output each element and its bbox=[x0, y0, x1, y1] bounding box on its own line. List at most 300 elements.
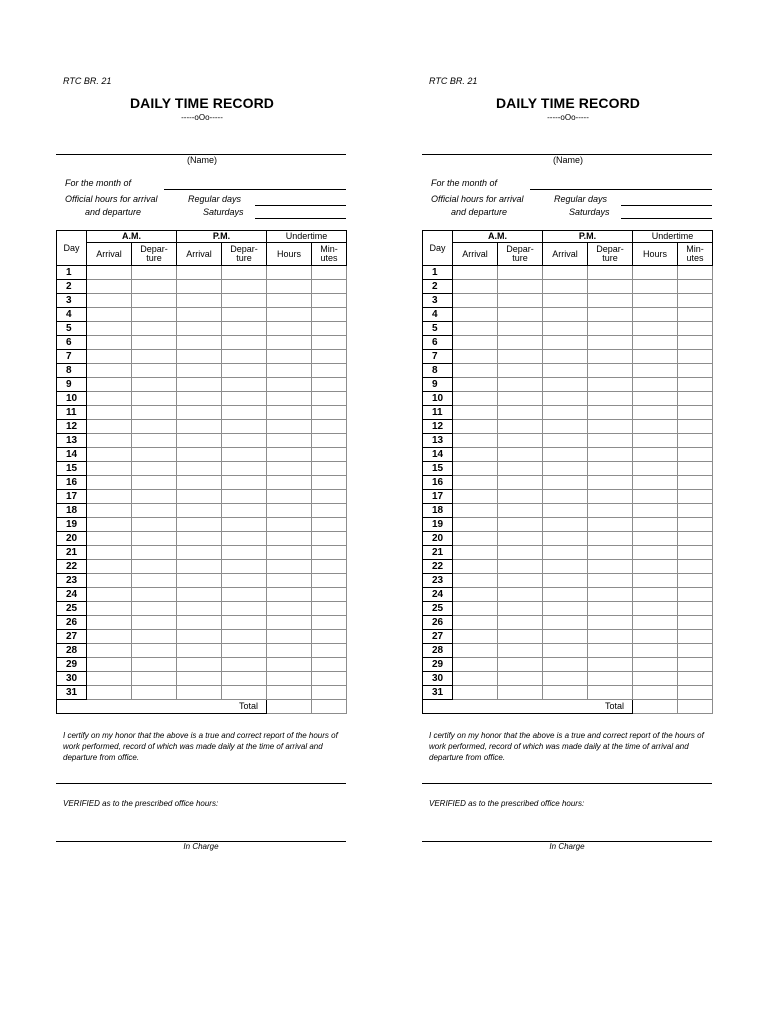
am-arrival-cell[interactable] bbox=[453, 560, 498, 574]
undertime-minutes-cell[interactable] bbox=[312, 546, 347, 560]
undertime-hours-cell[interactable] bbox=[633, 616, 678, 630]
am-departure-cell[interactable] bbox=[132, 644, 177, 658]
am-arrival-cell[interactable] bbox=[87, 448, 132, 462]
am-departure-cell[interactable] bbox=[498, 448, 543, 462]
am-departure-cell[interactable] bbox=[498, 588, 543, 602]
undertime-hours-cell[interactable] bbox=[267, 462, 312, 476]
am-arrival-cell[interactable] bbox=[87, 644, 132, 658]
pm-arrival-cell[interactable] bbox=[543, 308, 588, 322]
pm-arrival-cell[interactable] bbox=[177, 462, 222, 476]
am-departure-cell[interactable] bbox=[498, 364, 543, 378]
am-departure-cell[interactable] bbox=[498, 658, 543, 672]
undertime-hours-cell[interactable] bbox=[267, 420, 312, 434]
undertime-minutes-cell[interactable] bbox=[678, 630, 713, 644]
pm-arrival-cell[interactable] bbox=[177, 448, 222, 462]
undertime-hours-cell[interactable] bbox=[633, 658, 678, 672]
undertime-minutes-cell[interactable] bbox=[678, 644, 713, 658]
pm-departure-cell[interactable] bbox=[222, 672, 267, 686]
am-departure-cell[interactable] bbox=[132, 462, 177, 476]
am-arrival-cell[interactable] bbox=[453, 406, 498, 420]
pm-departure-cell[interactable] bbox=[222, 560, 267, 574]
am-arrival-cell[interactable] bbox=[87, 616, 132, 630]
pm-arrival-cell[interactable] bbox=[177, 532, 222, 546]
pm-departure-cell[interactable] bbox=[588, 616, 633, 630]
undertime-hours-cell[interactable] bbox=[633, 294, 678, 308]
undertime-hours-cell[interactable] bbox=[267, 322, 312, 336]
pm-departure-cell[interactable] bbox=[588, 672, 633, 686]
pm-departure-cell[interactable] bbox=[588, 308, 633, 322]
undertime-minutes-cell[interactable] bbox=[678, 686, 713, 700]
am-arrival-cell[interactable] bbox=[87, 490, 132, 504]
pm-departure-cell[interactable] bbox=[588, 644, 633, 658]
undertime-minutes-cell[interactable] bbox=[312, 294, 347, 308]
undertime-minutes-cell[interactable] bbox=[678, 462, 713, 476]
am-departure-cell[interactable] bbox=[132, 266, 177, 280]
undertime-hours-cell[interactable] bbox=[633, 630, 678, 644]
am-arrival-cell[interactable] bbox=[87, 434, 132, 448]
am-arrival-cell[interactable] bbox=[87, 266, 132, 280]
am-arrival-cell[interactable] bbox=[87, 546, 132, 560]
undertime-hours-cell[interactable] bbox=[267, 602, 312, 616]
pm-arrival-cell[interactable] bbox=[177, 336, 222, 350]
pm-arrival-cell[interactable] bbox=[177, 280, 222, 294]
am-arrival-cell[interactable] bbox=[453, 574, 498, 588]
am-arrival-cell[interactable] bbox=[453, 336, 498, 350]
pm-arrival-cell[interactable] bbox=[543, 630, 588, 644]
am-arrival-cell[interactable] bbox=[453, 350, 498, 364]
undertime-minutes-cell[interactable] bbox=[678, 476, 713, 490]
undertime-hours-cell[interactable] bbox=[267, 490, 312, 504]
am-departure-cell[interactable] bbox=[132, 490, 177, 504]
undertime-hours-cell[interactable] bbox=[633, 504, 678, 518]
saturdays-line[interactable] bbox=[255, 218, 346, 219]
pm-departure-cell[interactable] bbox=[588, 350, 633, 364]
pm-departure-cell[interactable] bbox=[222, 266, 267, 280]
undertime-hours-cell[interactable] bbox=[633, 322, 678, 336]
undertime-minutes-cell[interactable] bbox=[312, 308, 347, 322]
pm-departure-cell[interactable] bbox=[222, 420, 267, 434]
pm-departure-cell[interactable] bbox=[588, 476, 633, 490]
pm-departure-cell[interactable] bbox=[588, 560, 633, 574]
am-arrival-cell[interactable] bbox=[87, 406, 132, 420]
am-arrival-cell[interactable] bbox=[87, 364, 132, 378]
am-arrival-cell[interactable] bbox=[453, 280, 498, 294]
undertime-minutes-cell[interactable] bbox=[312, 350, 347, 364]
undertime-hours-cell[interactable] bbox=[633, 392, 678, 406]
pm-arrival-cell[interactable] bbox=[543, 602, 588, 616]
am-departure-cell[interactable] bbox=[498, 490, 543, 504]
am-departure-cell[interactable] bbox=[498, 602, 543, 616]
undertime-minutes-cell[interactable] bbox=[678, 364, 713, 378]
pm-departure-cell[interactable] bbox=[222, 588, 267, 602]
pm-departure-cell[interactable] bbox=[222, 336, 267, 350]
am-arrival-cell[interactable] bbox=[87, 392, 132, 406]
undertime-minutes-cell[interactable] bbox=[678, 280, 713, 294]
pm-arrival-cell[interactable] bbox=[543, 406, 588, 420]
pm-departure-cell[interactable] bbox=[222, 350, 267, 364]
pm-departure-cell[interactable] bbox=[588, 490, 633, 504]
pm-departure-cell[interactable] bbox=[588, 364, 633, 378]
pm-departure-cell[interactable] bbox=[588, 294, 633, 308]
am-departure-cell[interactable] bbox=[132, 574, 177, 588]
pm-arrival-cell[interactable] bbox=[177, 378, 222, 392]
undertime-minutes-cell[interactable] bbox=[678, 448, 713, 462]
undertime-minutes-cell[interactable] bbox=[312, 266, 347, 280]
pm-departure-cell[interactable] bbox=[222, 364, 267, 378]
am-departure-cell[interactable] bbox=[132, 588, 177, 602]
undertime-minutes-cell[interactable] bbox=[678, 420, 713, 434]
pm-departure-cell[interactable] bbox=[588, 658, 633, 672]
pm-arrival-cell[interactable] bbox=[543, 280, 588, 294]
undertime-minutes-cell[interactable] bbox=[312, 420, 347, 434]
pm-departure-cell[interactable] bbox=[222, 294, 267, 308]
am-departure-cell[interactable] bbox=[132, 322, 177, 336]
am-arrival-cell[interactable] bbox=[453, 266, 498, 280]
pm-departure-cell[interactable] bbox=[222, 476, 267, 490]
undertime-hours-cell[interactable] bbox=[267, 616, 312, 630]
signature-line[interactable] bbox=[56, 783, 346, 784]
pm-arrival-cell[interactable] bbox=[543, 658, 588, 672]
am-departure-cell[interactable] bbox=[132, 392, 177, 406]
undertime-minutes-cell[interactable] bbox=[678, 294, 713, 308]
am-arrival-cell[interactable] bbox=[87, 672, 132, 686]
undertime-hours-cell[interactable] bbox=[633, 686, 678, 700]
am-arrival-cell[interactable] bbox=[87, 532, 132, 546]
regular-days-line[interactable] bbox=[621, 205, 712, 206]
am-departure-cell[interactable] bbox=[498, 672, 543, 686]
saturdays-line[interactable] bbox=[621, 218, 712, 219]
undertime-minutes-cell[interactable] bbox=[312, 476, 347, 490]
am-departure-cell[interactable] bbox=[132, 434, 177, 448]
undertime-hours-cell[interactable] bbox=[267, 406, 312, 420]
undertime-minutes-cell[interactable] bbox=[312, 588, 347, 602]
pm-arrival-cell[interactable] bbox=[177, 560, 222, 574]
am-arrival-cell[interactable] bbox=[87, 518, 132, 532]
pm-departure-cell[interactable] bbox=[222, 518, 267, 532]
am-departure-cell[interactable] bbox=[132, 658, 177, 672]
am-departure-cell[interactable] bbox=[498, 462, 543, 476]
pm-departure-cell[interactable] bbox=[222, 448, 267, 462]
am-arrival-cell[interactable] bbox=[453, 644, 498, 658]
undertime-hours-cell[interactable] bbox=[633, 336, 678, 350]
undertime-hours-cell[interactable] bbox=[267, 560, 312, 574]
undertime-hours-cell[interactable] bbox=[267, 658, 312, 672]
am-arrival-cell[interactable] bbox=[87, 378, 132, 392]
undertime-hours-cell[interactable] bbox=[633, 308, 678, 322]
undertime-hours-cell[interactable] bbox=[633, 420, 678, 434]
undertime-minutes-cell[interactable] bbox=[678, 518, 713, 532]
undertime-hours-cell[interactable] bbox=[267, 504, 312, 518]
am-departure-cell[interactable] bbox=[498, 616, 543, 630]
pm-arrival-cell[interactable] bbox=[543, 574, 588, 588]
pm-departure-cell[interactable] bbox=[588, 378, 633, 392]
am-arrival-cell[interactable] bbox=[453, 294, 498, 308]
undertime-hours-cell[interactable] bbox=[633, 448, 678, 462]
undertime-hours-cell[interactable] bbox=[633, 434, 678, 448]
am-departure-cell[interactable] bbox=[132, 602, 177, 616]
am-departure-cell[interactable] bbox=[132, 518, 177, 532]
undertime-hours-cell[interactable] bbox=[267, 546, 312, 560]
undertime-minutes-cell[interactable] bbox=[312, 406, 347, 420]
undertime-hours-cell[interactable] bbox=[633, 406, 678, 420]
pm-departure-cell[interactable] bbox=[222, 574, 267, 588]
pm-arrival-cell[interactable] bbox=[177, 350, 222, 364]
pm-departure-cell[interactable] bbox=[222, 392, 267, 406]
undertime-minutes-cell[interactable] bbox=[678, 336, 713, 350]
pm-departure-cell[interactable] bbox=[222, 406, 267, 420]
undertime-hours-cell[interactable] bbox=[267, 378, 312, 392]
pm-arrival-cell[interactable] bbox=[543, 322, 588, 336]
undertime-minutes-cell[interactable] bbox=[312, 504, 347, 518]
am-departure-cell[interactable] bbox=[498, 378, 543, 392]
am-arrival-cell[interactable] bbox=[87, 574, 132, 588]
undertime-minutes-cell[interactable] bbox=[678, 574, 713, 588]
undertime-minutes-cell[interactable] bbox=[678, 560, 713, 574]
total-hours-cell[interactable] bbox=[267, 700, 312, 714]
am-arrival-cell[interactable] bbox=[453, 434, 498, 448]
am-arrival-cell[interactable] bbox=[87, 350, 132, 364]
pm-departure-cell[interactable] bbox=[588, 322, 633, 336]
pm-departure-cell[interactable] bbox=[222, 546, 267, 560]
undertime-minutes-cell[interactable] bbox=[312, 602, 347, 616]
undertime-minutes-cell[interactable] bbox=[678, 406, 713, 420]
pm-departure-cell[interactable] bbox=[222, 616, 267, 630]
undertime-hours-cell[interactable] bbox=[267, 448, 312, 462]
undertime-minutes-cell[interactable] bbox=[312, 532, 347, 546]
pm-arrival-cell[interactable] bbox=[543, 588, 588, 602]
pm-departure-cell[interactable] bbox=[588, 266, 633, 280]
am-departure-cell[interactable] bbox=[498, 560, 543, 574]
am-departure-cell[interactable] bbox=[498, 406, 543, 420]
am-departure-cell[interactable] bbox=[132, 378, 177, 392]
undertime-hours-cell[interactable] bbox=[267, 336, 312, 350]
pm-departure-cell[interactable] bbox=[222, 462, 267, 476]
pm-departure-cell[interactable] bbox=[222, 322, 267, 336]
pm-arrival-cell[interactable] bbox=[543, 532, 588, 546]
undertime-hours-cell[interactable] bbox=[267, 266, 312, 280]
am-departure-cell[interactable] bbox=[132, 280, 177, 294]
pm-arrival-cell[interactable] bbox=[177, 686, 222, 700]
undertime-hours-cell[interactable] bbox=[267, 294, 312, 308]
am-departure-cell[interactable] bbox=[498, 532, 543, 546]
undertime-minutes-cell[interactable] bbox=[312, 518, 347, 532]
undertime-hours-cell[interactable] bbox=[267, 364, 312, 378]
am-departure-cell[interactable] bbox=[132, 546, 177, 560]
undertime-minutes-cell[interactable] bbox=[678, 504, 713, 518]
pm-arrival-cell[interactable] bbox=[177, 672, 222, 686]
am-arrival-cell[interactable] bbox=[87, 504, 132, 518]
undertime-hours-cell[interactable] bbox=[633, 574, 678, 588]
undertime-hours-cell[interactable] bbox=[267, 518, 312, 532]
undertime-minutes-cell[interactable] bbox=[678, 672, 713, 686]
am-arrival-cell[interactable] bbox=[453, 420, 498, 434]
regular-days-line[interactable] bbox=[255, 205, 346, 206]
pm-departure-cell[interactable] bbox=[222, 378, 267, 392]
undertime-minutes-cell[interactable] bbox=[678, 322, 713, 336]
pm-arrival-cell[interactable] bbox=[177, 518, 222, 532]
undertime-hours-cell[interactable] bbox=[267, 672, 312, 686]
am-arrival-cell[interactable] bbox=[87, 658, 132, 672]
pm-arrival-cell[interactable] bbox=[543, 350, 588, 364]
pm-departure-cell[interactable] bbox=[222, 602, 267, 616]
total-minutes-cell[interactable] bbox=[312, 700, 347, 714]
pm-departure-cell[interactable] bbox=[222, 504, 267, 518]
pm-departure-cell[interactable] bbox=[588, 546, 633, 560]
pm-departure-cell[interactable] bbox=[588, 462, 633, 476]
pm-arrival-cell[interactable] bbox=[543, 546, 588, 560]
pm-arrival-cell[interactable] bbox=[177, 588, 222, 602]
pm-arrival-cell[interactable] bbox=[543, 364, 588, 378]
am-departure-cell[interactable] bbox=[132, 476, 177, 490]
pm-arrival-cell[interactable] bbox=[543, 504, 588, 518]
pm-arrival-cell[interactable] bbox=[177, 504, 222, 518]
undertime-minutes-cell[interactable] bbox=[678, 490, 713, 504]
pm-arrival-cell[interactable] bbox=[177, 308, 222, 322]
pm-arrival-cell[interactable] bbox=[543, 560, 588, 574]
undertime-hours-cell[interactable] bbox=[633, 644, 678, 658]
pm-departure-cell[interactable] bbox=[588, 602, 633, 616]
pm-departure-cell[interactable] bbox=[588, 518, 633, 532]
undertime-hours-cell[interactable] bbox=[633, 280, 678, 294]
undertime-hours-cell[interactable] bbox=[267, 588, 312, 602]
am-arrival-cell[interactable] bbox=[453, 546, 498, 560]
pm-departure-cell[interactable] bbox=[222, 644, 267, 658]
pm-arrival-cell[interactable] bbox=[177, 616, 222, 630]
pm-departure-cell[interactable] bbox=[588, 504, 633, 518]
am-arrival-cell[interactable] bbox=[453, 308, 498, 322]
undertime-minutes-cell[interactable] bbox=[678, 378, 713, 392]
undertime-hours-cell[interactable] bbox=[633, 476, 678, 490]
am-arrival-cell[interactable] bbox=[87, 630, 132, 644]
pm-arrival-cell[interactable] bbox=[543, 518, 588, 532]
pm-arrival-cell[interactable] bbox=[543, 644, 588, 658]
pm-departure-cell[interactable] bbox=[222, 658, 267, 672]
am-departure-cell[interactable] bbox=[132, 448, 177, 462]
undertime-hours-cell[interactable] bbox=[633, 266, 678, 280]
pm-departure-cell[interactable] bbox=[222, 532, 267, 546]
pm-arrival-cell[interactable] bbox=[177, 392, 222, 406]
am-departure-cell[interactable] bbox=[498, 336, 543, 350]
pm-departure-cell[interactable] bbox=[588, 392, 633, 406]
pm-arrival-cell[interactable] bbox=[543, 420, 588, 434]
undertime-minutes-cell[interactable] bbox=[312, 280, 347, 294]
undertime-minutes-cell[interactable] bbox=[678, 532, 713, 546]
pm-arrival-cell[interactable] bbox=[177, 322, 222, 336]
am-arrival-cell[interactable] bbox=[453, 322, 498, 336]
undertime-minutes-cell[interactable] bbox=[312, 364, 347, 378]
am-arrival-cell[interactable] bbox=[453, 392, 498, 406]
am-departure-cell[interactable] bbox=[132, 686, 177, 700]
am-arrival-cell[interactable] bbox=[453, 532, 498, 546]
pm-arrival-cell[interactable] bbox=[177, 406, 222, 420]
undertime-hours-cell[interactable] bbox=[267, 434, 312, 448]
am-departure-cell[interactable] bbox=[132, 630, 177, 644]
am-arrival-cell[interactable] bbox=[453, 616, 498, 630]
pm-departure-cell[interactable] bbox=[588, 630, 633, 644]
undertime-hours-cell[interactable] bbox=[267, 630, 312, 644]
pm-departure-cell[interactable] bbox=[222, 686, 267, 700]
am-departure-cell[interactable] bbox=[132, 364, 177, 378]
am-arrival-cell[interactable] bbox=[87, 280, 132, 294]
pm-arrival-cell[interactable] bbox=[177, 420, 222, 434]
pm-departure-cell[interactable] bbox=[588, 420, 633, 434]
undertime-minutes-cell[interactable] bbox=[312, 574, 347, 588]
am-departure-cell[interactable] bbox=[498, 322, 543, 336]
pm-arrival-cell[interactable] bbox=[177, 266, 222, 280]
am-departure-cell[interactable] bbox=[132, 350, 177, 364]
pm-departure-cell[interactable] bbox=[222, 630, 267, 644]
am-arrival-cell[interactable] bbox=[453, 490, 498, 504]
pm-arrival-cell[interactable] bbox=[543, 336, 588, 350]
am-arrival-cell[interactable] bbox=[87, 462, 132, 476]
am-departure-cell[interactable] bbox=[498, 630, 543, 644]
pm-arrival-cell[interactable] bbox=[177, 602, 222, 616]
am-departure-cell[interactable] bbox=[498, 420, 543, 434]
pm-arrival-cell[interactable] bbox=[543, 434, 588, 448]
am-departure-cell[interactable] bbox=[498, 574, 543, 588]
undertime-hours-cell[interactable] bbox=[633, 602, 678, 616]
undertime-hours-cell[interactable] bbox=[633, 560, 678, 574]
am-arrival-cell[interactable] bbox=[87, 560, 132, 574]
undertime-hours-cell[interactable] bbox=[267, 350, 312, 364]
am-arrival-cell[interactable] bbox=[453, 658, 498, 672]
pm-arrival-cell[interactable] bbox=[543, 490, 588, 504]
pm-arrival-cell[interactable] bbox=[543, 448, 588, 462]
undertime-hours-cell[interactable] bbox=[267, 644, 312, 658]
undertime-minutes-cell[interactable] bbox=[312, 616, 347, 630]
undertime-minutes-cell[interactable] bbox=[678, 616, 713, 630]
am-arrival-cell[interactable] bbox=[453, 588, 498, 602]
am-arrival-cell[interactable] bbox=[453, 686, 498, 700]
am-departure-cell[interactable] bbox=[132, 294, 177, 308]
am-departure-cell[interactable] bbox=[498, 294, 543, 308]
undertime-hours-cell[interactable] bbox=[633, 462, 678, 476]
am-departure-cell[interactable] bbox=[132, 532, 177, 546]
signature-line[interactable] bbox=[422, 783, 712, 784]
am-departure-cell[interactable] bbox=[132, 504, 177, 518]
am-arrival-cell[interactable] bbox=[87, 420, 132, 434]
pm-arrival-cell[interactable] bbox=[543, 672, 588, 686]
pm-departure-cell[interactable] bbox=[222, 280, 267, 294]
total-hours-cell[interactable] bbox=[633, 700, 678, 714]
pm-departure-cell[interactable] bbox=[588, 434, 633, 448]
pm-arrival-cell[interactable] bbox=[177, 490, 222, 504]
am-departure-cell[interactable] bbox=[498, 308, 543, 322]
undertime-minutes-cell[interactable] bbox=[312, 434, 347, 448]
am-departure-cell[interactable] bbox=[498, 280, 543, 294]
am-arrival-cell[interactable] bbox=[453, 364, 498, 378]
undertime-minutes-cell[interactable] bbox=[312, 462, 347, 476]
undertime-hours-cell[interactable] bbox=[633, 532, 678, 546]
undertime-hours-cell[interactable] bbox=[633, 546, 678, 560]
undertime-minutes-cell[interactable] bbox=[678, 602, 713, 616]
pm-departure-cell[interactable] bbox=[588, 336, 633, 350]
pm-arrival-cell[interactable] bbox=[177, 364, 222, 378]
pm-departure-cell[interactable] bbox=[588, 280, 633, 294]
undertime-hours-cell[interactable] bbox=[633, 672, 678, 686]
undertime-hours-cell[interactable] bbox=[267, 476, 312, 490]
am-departure-cell[interactable] bbox=[132, 616, 177, 630]
pm-arrival-cell[interactable] bbox=[543, 378, 588, 392]
am-arrival-cell[interactable] bbox=[453, 378, 498, 392]
undertime-minutes-cell[interactable] bbox=[312, 630, 347, 644]
undertime-hours-cell[interactable] bbox=[633, 518, 678, 532]
pm-departure-cell[interactable] bbox=[588, 448, 633, 462]
month-line[interactable] bbox=[530, 189, 712, 190]
am-arrival-cell[interactable] bbox=[453, 672, 498, 686]
am-departure-cell[interactable] bbox=[498, 518, 543, 532]
am-departure-cell[interactable] bbox=[132, 420, 177, 434]
